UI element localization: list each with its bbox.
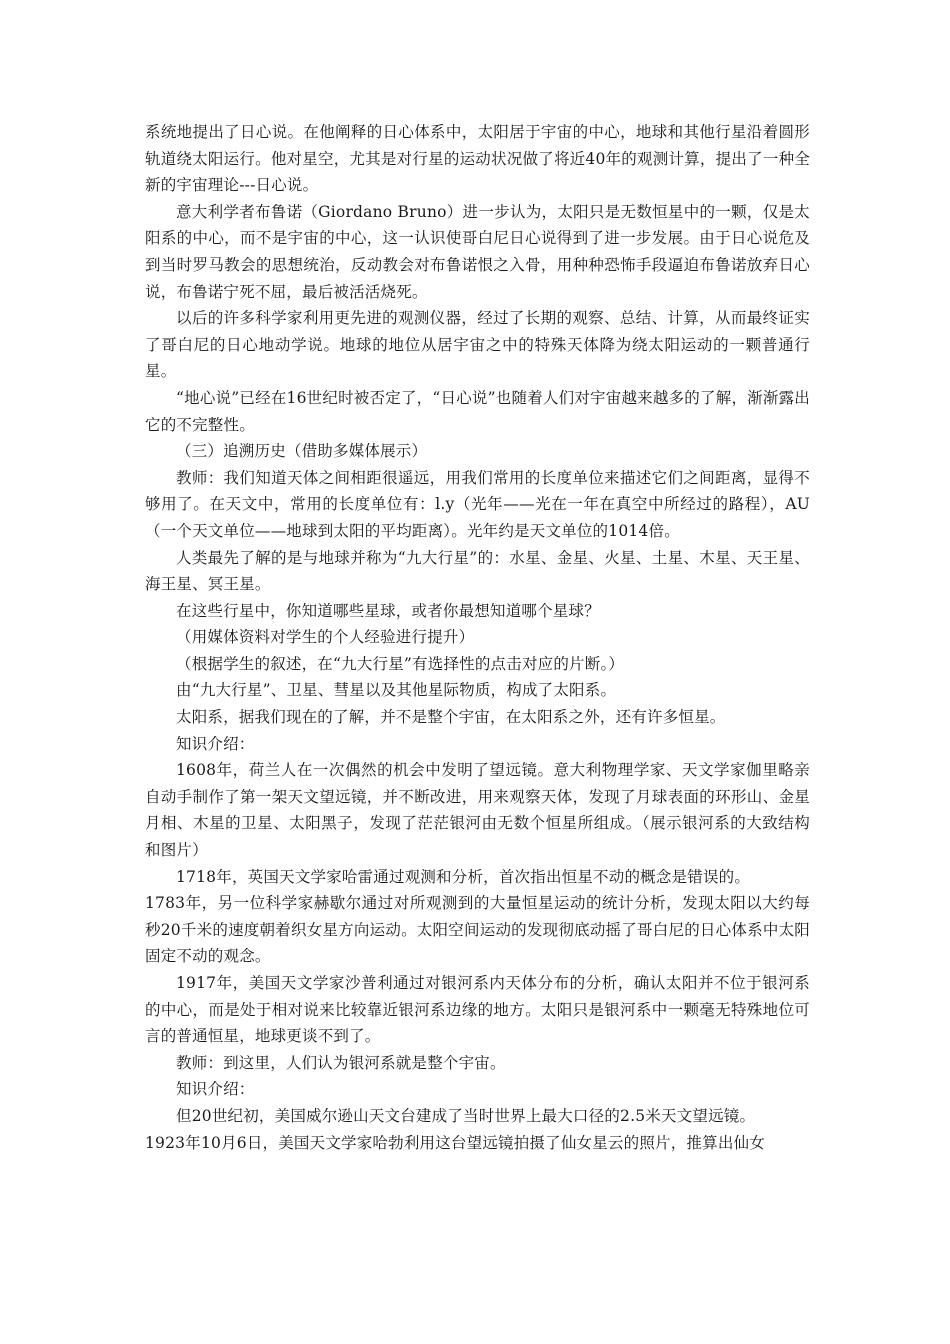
paragraph-1783: 1783年，另一位科学家赫歇尔通过对所观测到的大量恒星运动的统计分析，发现太阳以大约每秒20千米的速度朝着织女星方向运动。太阳空间运动的发现彻底动摇了哥白尼的日心体系中太阳固定不动的观念。 xyxy=(145,894,810,966)
document-body xyxy=(145,119,810,1156)
paragraph-beyond-solar-system: 太阳系，据我们现在的了解，并不是整个宇宙，在太阳系之外，还有许多恒星。 xyxy=(176,708,726,727)
paragraph-20th-century: 但20世纪初，美国威尔逊山天文台建成了当时世界上最大口径的2.5米天文望远镜。 xyxy=(176,1106,756,1125)
paragraph-question: 在这些行星中，你知道哪些星球，或者你最想知道哪个星球？ xyxy=(176,601,600,620)
knowledge-intro-label-1: 知识介绍： xyxy=(176,734,255,753)
paragraph-teacher-units: 教师：我们知道天体之间相距很遥远，用我们常用的长度单位来描述它们之间距离，显得不够用了。在天文中，常用的长度单位有：l.y（光年——光在一年在真空中所经过的路程），AU（一个天文单位——地球到太阳的平均距离）。光年约是天文单位的1014倍。 xyxy=(145,468,810,540)
paragraph-later-scientists: 以后的许多科学家利用更先进的观测仪器，经过了长期的观察、总结、计算，从而最终证实了哥白尼的日心地动学说。地球的地位从居宇宙之中的特殊天体降为绕太阳运动的一颗普通行星。 xyxy=(145,309,810,381)
paragraph-media-note-2: （根据学生的叙述，在“九大行星”有选择性的点击对应的片断。） xyxy=(176,654,625,673)
paragraph-1923: 1923年10月6日，美国天文学家哈勃利用这台望远镜拍摄了仙女星云的照片，推算出仙女 xyxy=(145,1133,765,1152)
paragraph-teacher-galaxy: 教师：到这里，人们认为银河系就是整个宇宙。 xyxy=(176,1053,506,1072)
paragraph-heliocentric-continued: 系统地提出了日心说。在他阐释的日心体系中，太阳居于宇宙的中心，地球和其他行星沿着圆形轨道绕太阳运行。他对星空，尤其是对行星的运动状况做了将近40年的观测计算，提出了一种全新的宇宙理论---日心说。 xyxy=(145,123,810,195)
knowledge-intro-label-2: 知识介绍： xyxy=(176,1080,255,1099)
paragraph-solar-system: 由“九大行星”、卫星、彗星以及其他星际物质，构成了太阳系。 xyxy=(176,681,617,700)
paragraph-1608: 1608年，荷兰人在一次偶然的机会中发明了望远镜。意大利物理学家、天文学家伽里略亲自动手制作了第一架天文望远镜，并不断改进，用来观察天体，发现了月球表面的环形山、金星月相、木星的卫星、太阳黑子，发现了茫茫银河由无数个恒星所组成。（展示银河系的大致结构和图片） xyxy=(145,761,810,860)
paragraph-nine-planets: 人类最先了解的是与地球并称为“九大行星”的：水星、金星、火星、土星、木星、天王星、海王星、冥王星。 xyxy=(145,548,810,594)
paragraph-1718: 1718年，英国天文学家哈雷通过观测和分析，首次指出恒星不动的概念是错误的。 xyxy=(176,867,751,886)
paragraph-1917: 1917年，美国天文学家沙普利通过对银河系内天体分布的分析，确认太阳并不位于银河系的中心，而是处于相对说来比较靠近银河系边缘的地方。太阳只是银河系中一颗毫无特殊地位可言的普通恒星，地球更谈不到了。 xyxy=(145,974,810,1046)
section-heading-history: （三）追溯历史（借助多媒体展示） xyxy=(176,442,428,461)
paragraph-bruno: 意大利学者布鲁诺（Giordano Bruno）进一步认为，太阳只是无数恒星中的一颗，仅是太阳系的中心，而不是宇宙的中心，这一认识使哥白尼日心说得到了进一步发展。由于日心说危及到当时罗马教会的思想统治，反动教会对布鲁诺恨之入骨，用种种恐怖手段逼迫布鲁诺放弃日心说，布鲁诺宁死不屈，最后被活活烧死。 xyxy=(145,202,810,301)
paragraph-geocentric-negated: “地心说”已经在16世纪时被否定了，“日心说”也随着人们对宇宙越来越多的了解，渐渐露出它的不完整性。 xyxy=(145,388,810,434)
paragraph-media-note-1: （用媒体资料对学生的个人经验进行提升） xyxy=(176,628,475,647)
